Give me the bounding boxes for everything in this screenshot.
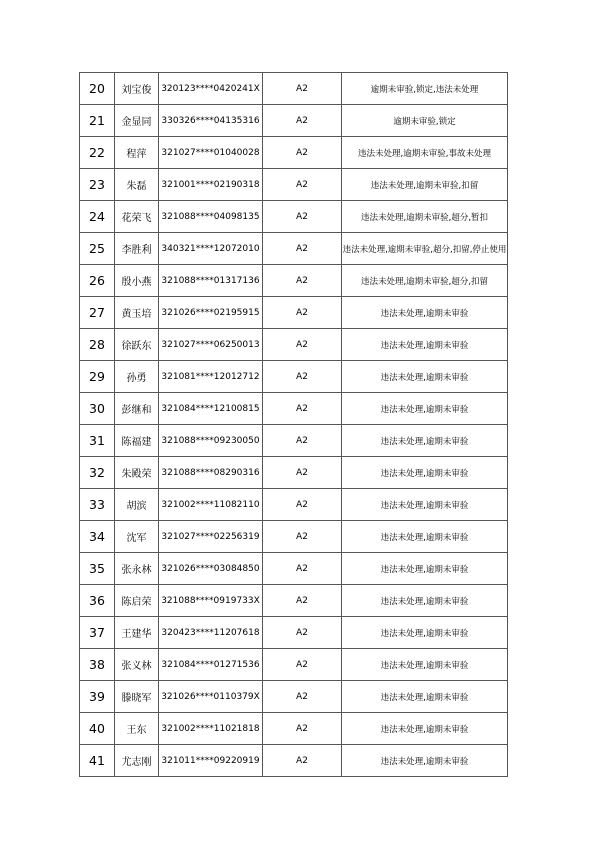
driver-name: 张永林	[115, 553, 159, 585]
license-status: 违法未处理,逾期未审验,超分,扣留	[342, 265, 508, 297]
driver-name: 朱殿荣	[115, 457, 159, 489]
id-number: 321081****12012712	[159, 361, 263, 393]
row-number: 32	[80, 457, 115, 489]
table-row	[80, 745, 508, 777]
table-row	[80, 425, 508, 457]
driver-name: 金显同	[115, 105, 159, 137]
license-status: 违法未处理,逾期未审验	[342, 361, 508, 393]
license-class: A2	[263, 297, 342, 329]
license-status: 违法未处理,逾期未审验	[342, 681, 508, 713]
id-number: 321027****06250013	[159, 329, 263, 361]
driver-name: 程萍	[115, 137, 159, 169]
table-row	[80, 489, 508, 521]
id-number: 321027****01040028	[159, 137, 263, 169]
table-row	[80, 297, 508, 329]
table-row	[80, 201, 508, 233]
id-number: 321088****01317136	[159, 265, 263, 297]
row-number: 39	[80, 681, 115, 713]
license-class: A2	[263, 361, 342, 393]
license-status: 违法未处理,逾期未审验	[342, 329, 508, 361]
table-row	[80, 233, 508, 265]
license-class: A2	[263, 425, 342, 457]
driver-name: 滕晓军	[115, 681, 159, 713]
driver-name: 徐跃东	[115, 329, 159, 361]
table-row	[80, 169, 508, 201]
row-number: 29	[80, 361, 115, 393]
driver-name: 陈福建	[115, 425, 159, 457]
row-number: 22	[80, 137, 115, 169]
row-number: 27	[80, 297, 115, 329]
table-row	[80, 457, 508, 489]
driver-name: 陈启荣	[115, 585, 159, 617]
license-status: 逾期未审验,锁定	[342, 105, 508, 137]
license-class: A2	[263, 649, 342, 681]
row-number: 35	[80, 553, 115, 585]
license-class: A2	[263, 617, 342, 649]
license-class: A2	[263, 713, 342, 745]
table-row	[80, 329, 508, 361]
driver-name: 胡滨	[115, 489, 159, 521]
id-number: 321088****04098135	[159, 201, 263, 233]
driver-name: 朱磊	[115, 169, 159, 201]
license-status: 违法未处理,逾期未审验,超分,扣留,停止使用	[342, 233, 508, 265]
row-number: 41	[80, 745, 115, 777]
license-status: 违法未处理,逾期未审验	[342, 489, 508, 521]
driver-name: 殷小燕	[115, 265, 159, 297]
license-class: A2	[263, 169, 342, 201]
license-class: A2	[263, 457, 342, 489]
license-status: 违法未处理,逾期未审验,扣留	[342, 169, 508, 201]
driver-name: 沈军	[115, 521, 159, 553]
table-row	[80, 553, 508, 585]
id-number: 321027****02256319	[159, 521, 263, 553]
id-number: 321026****03084850	[159, 553, 263, 585]
id-number: 321002****11021818	[159, 713, 263, 745]
id-number: 320123****0420241X	[159, 73, 263, 105]
table-row	[80, 681, 508, 713]
row-number: 34	[80, 521, 115, 553]
row-number: 28	[80, 329, 115, 361]
id-number: 321026****02195915	[159, 297, 263, 329]
row-number: 36	[80, 585, 115, 617]
license-status: 违法未处理,逾期未审验	[342, 649, 508, 681]
row-number: 31	[80, 425, 115, 457]
license-class: A2	[263, 233, 342, 265]
row-number: 40	[80, 713, 115, 745]
license-class: A2	[263, 521, 342, 553]
table-row	[80, 361, 508, 393]
license-status: 违法未处理,逾期未审验	[342, 425, 508, 457]
license-status: 违法未处理,逾期未审验	[342, 713, 508, 745]
id-number: 321088****08290316	[159, 457, 263, 489]
table-row	[80, 521, 508, 553]
license-class: A2	[263, 329, 342, 361]
row-number: 23	[80, 169, 115, 201]
table-row	[80, 649, 508, 681]
driver-name: 王建华	[115, 617, 159, 649]
driver-name: 孙勇	[115, 361, 159, 393]
table-row	[80, 585, 508, 617]
row-number: 21	[80, 105, 115, 137]
row-number: 26	[80, 265, 115, 297]
driver-name: 刘宝俊	[115, 73, 159, 105]
row-number: 33	[80, 489, 115, 521]
driver-name: 王东	[115, 713, 159, 745]
license-status: 违法未处理,逾期未审验	[342, 617, 508, 649]
license-status: 违法未处理,逾期未审验	[342, 553, 508, 585]
license-class: A2	[263, 393, 342, 425]
id-number: 321084****01271536	[159, 649, 263, 681]
driver-name: 黄玉培	[115, 297, 159, 329]
row-number: 38	[80, 649, 115, 681]
id-number: 321011****09220919	[159, 745, 263, 777]
table-row	[80, 105, 508, 137]
license-status: 违法未处理,逾期未审验	[342, 457, 508, 489]
table-row	[80, 393, 508, 425]
driver-name: 李胜利	[115, 233, 159, 265]
id-number: 321088****0919733X	[159, 585, 263, 617]
driver-status-table	[79, 72, 508, 777]
license-class: A2	[263, 201, 342, 233]
id-number: 320423****11207618	[159, 617, 263, 649]
table-row	[80, 713, 508, 745]
table-row	[80, 617, 508, 649]
license-status: 违法未处理,逾期未审验	[342, 393, 508, 425]
license-class: A2	[263, 265, 342, 297]
license-class: A2	[263, 105, 342, 137]
license-class: A2	[263, 745, 342, 777]
id-number: 330326****04135316	[159, 105, 263, 137]
license-status: 违法未处理,逾期未审验	[342, 521, 508, 553]
license-class: A2	[263, 489, 342, 521]
row-number: 24	[80, 201, 115, 233]
license-class: A2	[263, 553, 342, 585]
table-row	[80, 73, 508, 105]
license-class: A2	[263, 681, 342, 713]
row-number: 37	[80, 617, 115, 649]
table-row	[80, 265, 508, 297]
driver-name: 尤志刚	[115, 745, 159, 777]
license-status: 违法未处理,逾期未审验,超分,暂扣	[342, 201, 508, 233]
license-status: 违法未处理,逾期未审验	[342, 297, 508, 329]
table-row	[80, 137, 508, 169]
license-status: 违法未处理,逾期未审验	[342, 745, 508, 777]
driver-name: 张义林	[115, 649, 159, 681]
license-class: A2	[263, 73, 342, 105]
id-number: 321002****11082110	[159, 489, 263, 521]
row-number: 30	[80, 393, 115, 425]
id-number: 321088****09230050	[159, 425, 263, 457]
row-number: 25	[80, 233, 115, 265]
driver-name: 彭继和	[115, 393, 159, 425]
license-status: 违法未处理,逾期未审验,事故未处理	[342, 137, 508, 169]
id-number: 321001****02190318	[159, 169, 263, 201]
row-number: 20	[80, 73, 115, 105]
id-number: 321084****12100815	[159, 393, 263, 425]
id-number: 321026****0110379X	[159, 681, 263, 713]
license-class: A2	[263, 137, 342, 169]
license-status: 逾期未审验,锁定,违法未处理	[342, 73, 508, 105]
id-number: 340321****12072010	[159, 233, 263, 265]
driver-name: 花荣飞	[115, 201, 159, 233]
license-class: A2	[263, 585, 342, 617]
table-body	[80, 73, 508, 777]
license-status: 违法未处理,逾期未审验	[342, 585, 508, 617]
